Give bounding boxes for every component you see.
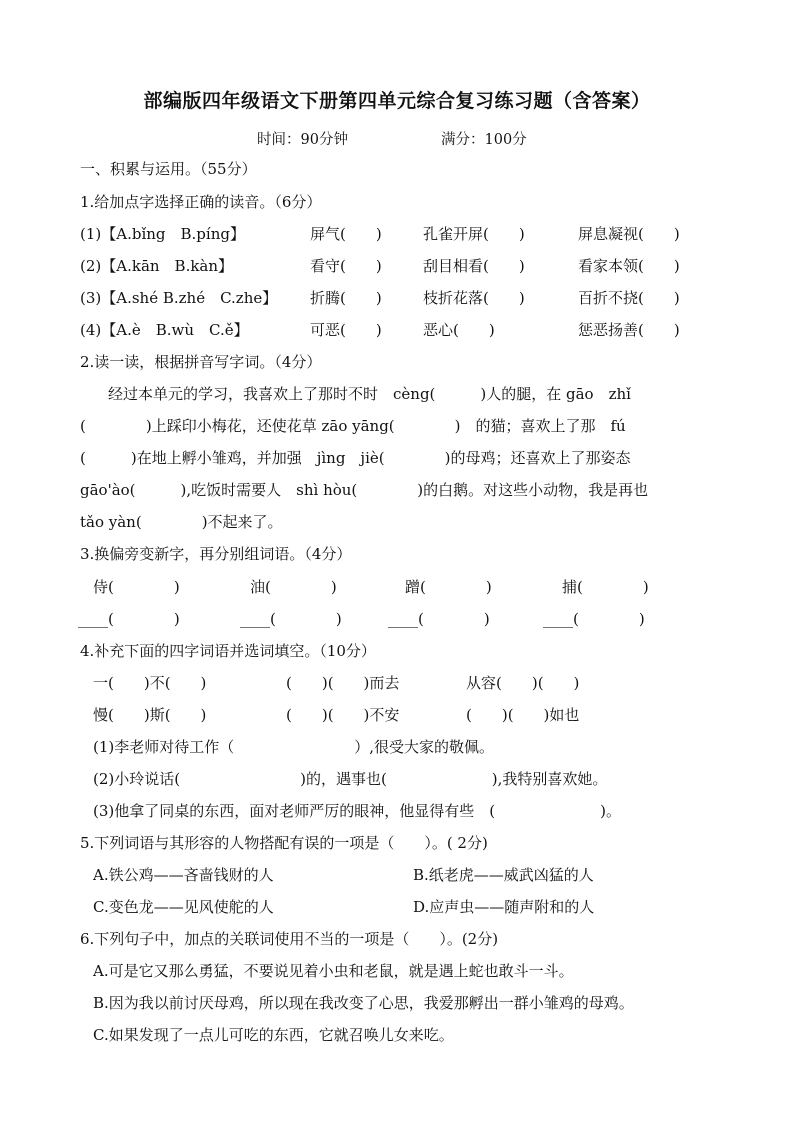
q6-option-b: B.因为我以前讨厌母鸡，所以现在我改变了心思，我爱那孵出一群小雏鸡的母鸡。 (93, 994, 634, 1012)
q4-idiom: ( )( )如也 (466, 706, 580, 724)
q1-row-options: (1)【A.bǐng B.píng】 (80, 225, 245, 243)
q1-row-word: 百折不挠( ) (578, 289, 680, 307)
q1-row-word: 屏息凝视( ) (578, 225, 680, 243)
page-title: 部编版四年级语文下册第四单元综合复习练习题（含答案） (143, 90, 651, 112)
q1-row-word: 可恶( ) (310, 321, 382, 339)
q6-option-c: C.如果发现了一点儿可吃的东西，它就召唤儿女来吃。 (93, 1026, 454, 1044)
q4-sentence: (2)小玲说话( )的，遇事也( ),我特别喜欢她。 (93, 770, 608, 788)
q1-row-word: 惩恶扬善( ) (578, 321, 680, 339)
exam-time: 时间：90分钟 (257, 132, 348, 148)
q3-blank-item: ____( ) (240, 610, 342, 628)
q3-heading: 3.换偏旁变新字，再分别组词语。（4分） (80, 545, 352, 563)
q2-text-line: ( )在地上孵小雏鸡，并加强 jìng jiè( )的母鸡；还喜欢上了那姿态 (80, 449, 631, 467)
q4-idiom: ( )( )不安 (286, 706, 400, 724)
q3-blank-item: ____( ) (388, 610, 490, 628)
q4-idiom: ( )( )而去 (286, 674, 400, 692)
q5-heading: 5.下列词语与其形容的人物搭配有误的一项是（ ）。( 2分) (80, 834, 488, 852)
q1-row-options: (4)【A.è B.wù C.ě】 (80, 321, 249, 339)
q1-row-word: 刮目相看( ) (423, 257, 525, 275)
q5-option-d: D.应声虫——随声附和的人 (413, 898, 595, 916)
q1-row-word: 枝折花落( ) (423, 289, 525, 307)
part1-heading: 一、积累与运用。（55分） (80, 160, 257, 178)
q1-row-word: 看家本领( ) (578, 257, 680, 275)
q1-row-options: (2)【A.kān B.kàn】 (80, 257, 234, 275)
q6-option-a: A.可是它又那么勇猛，不要说见着小虫和老鼠，就是遇上蛇也敢斗一斗。 (93, 962, 574, 980)
q3-char-item: 侍( ) (93, 578, 180, 596)
q3-char-item: 油( ) (250, 578, 337, 596)
q1-row-word: 屏气( ) (310, 225, 382, 243)
q3-char-item: 捕( ) (562, 578, 649, 596)
q2-text-line: gāo'ào( ),吃饭时需要人 shì hòu( )的白鹅。对这些小动物，我是再也 (80, 481, 649, 499)
q5-option-a: A.铁公鸡——吝啬钱财的人 (93, 866, 274, 884)
q3-blank-item: ____( ) (543, 610, 645, 628)
q1-row-word: 看守( ) (310, 257, 382, 275)
q2-heading: 2.读一读，根据拼音写字词。（4分） (80, 353, 322, 371)
q4-heading: 4.补充下面的四字词语并选词填空。（10分） (80, 642, 376, 660)
q4-sentence: (1)李老师对待工作（ ）,很受大家的敬佩。 (93, 738, 495, 756)
q2-text-line: tǎo yàn( )不起来了。 (80, 513, 283, 531)
q4-idiom: 从容( )( ) (466, 674, 580, 692)
q1-row-options: (3)【A.shé B.zhé C.zhe】 (80, 289, 278, 307)
exam-full-score: 满分：100分 (441, 132, 527, 148)
q3-blank-item: ____( ) (78, 610, 180, 628)
q5-option-b: B.纸老虎——威武凶猛的人 (413, 866, 594, 884)
q1-row-word: 折腾( ) (310, 289, 382, 307)
q6-heading: 6.下列句子中，加点的关联词使用不当的一项是（ ）。(2分) (80, 930, 499, 948)
q4-idiom: 一( )不( ) (93, 674, 207, 692)
q5-option-c: C.变色龙——见风使舵的人 (93, 898, 274, 916)
q2-text-line: ( )上踩印小梅花，还使花草 zāo yāng( ) 的猫；喜欢上了那 fú (80, 417, 626, 435)
q4-idiom: 慢( )斯( ) (93, 706, 207, 724)
q1-row-word: 恶心( ) (423, 321, 495, 339)
q4-sentence: (3)他拿了同桌的东西，面对老师严厉的眼神，他显得有些 ( )。 (93, 802, 621, 820)
q1-heading: 1.给加点字选择正确的读音。（6分） (80, 193, 322, 211)
q1-row-word: 孔雀开屏( ) (423, 225, 525, 243)
q2-text-line: 经过本单元的学习，我喜欢上了那时不时 cèng( )人的腿，在 gāo zhǐ (108, 385, 631, 403)
q3-char-item: 蹭( ) (405, 578, 492, 596)
